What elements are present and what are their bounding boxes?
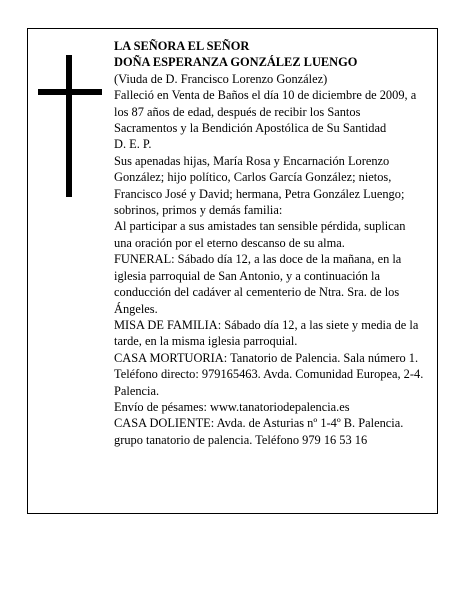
- family-mass-info: MISA DE FAMILIA: Sábado día 12, a las siete y media de la tarde, en la misma iglesia parroquial.: [114, 317, 419, 349]
- footer-contact: grupo tanatorio de palencia. Teléfono 979 16 53 16: [114, 432, 368, 447]
- funeral-home-info: CASA MORTUORIA: Tanatorio de Palencia. Sala número 1. Teléfono directo: 979165463. Avda. Comunidad Europea, 2-4. Palencia.: [114, 350, 424, 398]
- condolences-info: Envío de pésames: www.tanatoriodepalencia.es: [114, 399, 350, 414]
- family-list: Sus apenadas hijas, María Rosa y Encarnación Lorenzo González; hijo político, Carlos García González; nietos, Francisco José y David; hermana, Petra González Luengo; sobrinos, primos y demás familia:: [114, 153, 405, 218]
- death-notice: Falleció en Venta de Baños el día 10 de diciembre de 2009, a los 87 años de edad, después de recibir los Santos Sacramentos y la Bendición Apostólica de Su Santidad: [114, 88, 417, 136]
- dep: D. E. P.: [114, 137, 152, 152]
- cross-vertical-bar: [66, 55, 72, 197]
- mourning-house-info: CASA DOLIENTE: Avda. de Asturias nº 1-4º B. Palencia.: [114, 416, 404, 431]
- latin-cross-icon: [38, 55, 102, 197]
- deceased-name: DOÑA ESPERANZA GONZÁLEZ LUENGO: [114, 55, 358, 70]
- header-line-1: LA SEÑORA EL SEÑOR: [114, 39, 250, 53]
- cross-horizontal-bar: [38, 89, 102, 95]
- obituary-text: [114, 38, 424, 448]
- funeral-info: FUNERAL: Sábado día 12, a las doce de la mañana, en la iglesia parroquial de San Antonio, y a continuación la conducción del cadáver al cementerio de Ntra. Sra. de los Ángeles.: [114, 252, 402, 316]
- prayer-request: Al participar a sus amistades tan sensible pérdida, suplican una oración por el eterno descanso de su alma.: [114, 219, 406, 250]
- widow-note: (Viuda de D. Francisco Lorenzo González): [114, 71, 328, 86]
